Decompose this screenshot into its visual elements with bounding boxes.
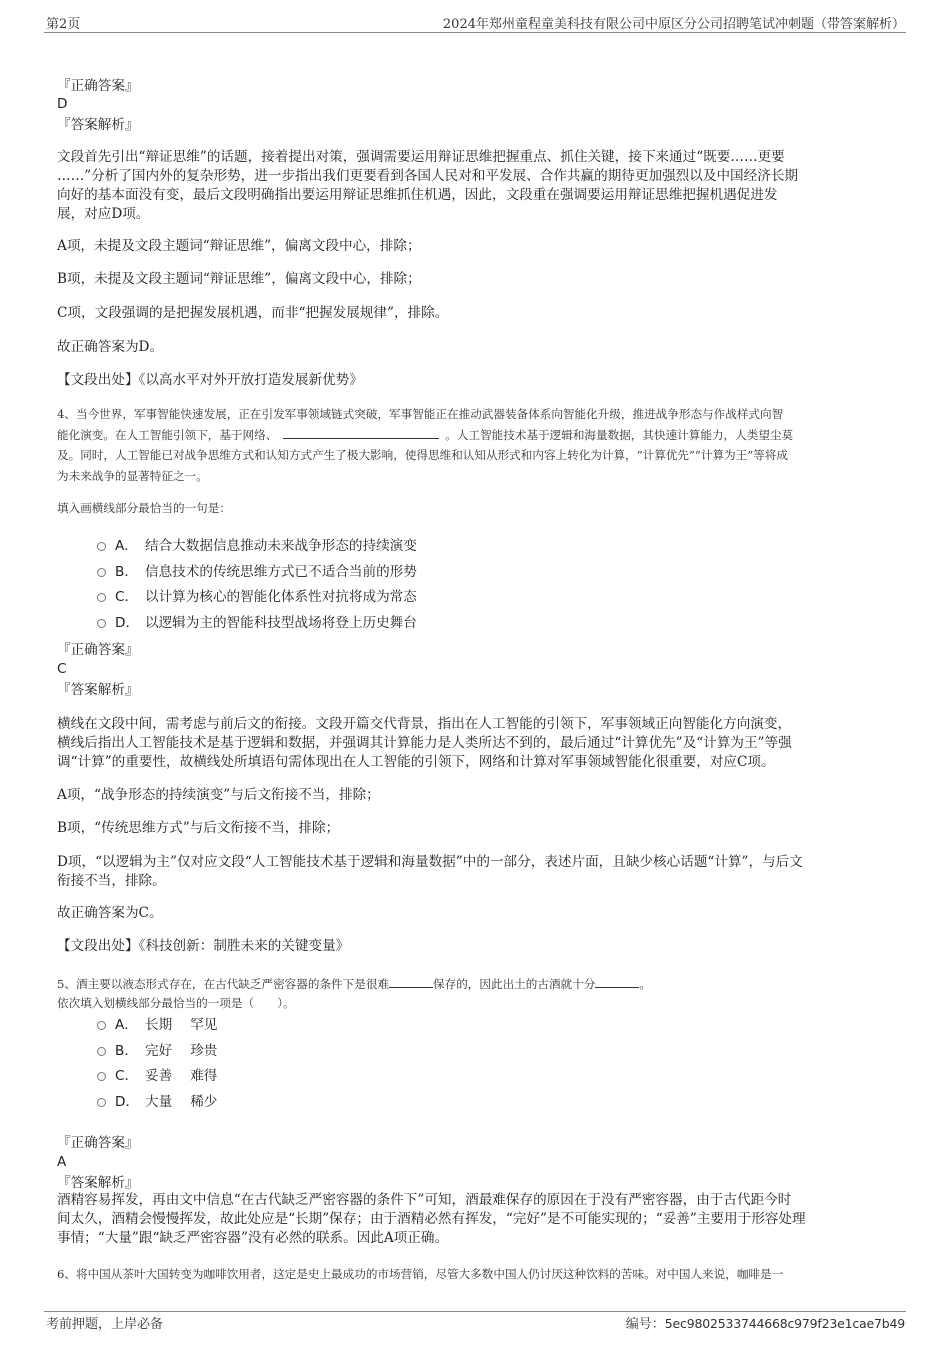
q4-source: 【文段出处】《科技创新：制胜未来的关键变量》 (57, 938, 350, 954)
q5-answer-label: 『正确答案』 (57, 1135, 139, 1151)
q3-analysis-line: 文段首先引出“辩证思维”的话题，接着提出对策，强调需要运用辩证思维把握重点、抓住关键，接下来通过“既要……更要 (57, 149, 785, 165)
fill-blank (389, 975, 433, 988)
q5-prompt: 依次填入划横线部分最恰当的一项是（ ）。 (57, 996, 295, 1010)
radio-icon[interactable] (97, 542, 106, 551)
page-number: 第2页 (46, 17, 81, 32)
q4-prompt: 填入画横线部分最恰当的一句是： (57, 501, 231, 515)
q5-analysis-line: 间太久，酒精会慢慢挥发，故此处应是“长期”保存；由于酒精必然有挥发，“完好”是不可能实现的；“妥善”主要用于形容处理 (57, 1211, 806, 1227)
q4-stem-text: 能化演变。在人工智能引领下，基于网络、 (57, 428, 278, 442)
q4-option-a[interactable]: A． 结合大数据信息推动未来战争形态的持续演变 (97, 536, 417, 556)
q4-analysis-label: 『答案解析』 (57, 682, 139, 698)
q5-analysis-label: 『答案解析』 (57, 1175, 139, 1191)
q4-analysis-line: 横线后指出人工智能技术是基于逻辑和数据，并强调其计算能力是人类所达不到的，最后通过“计算优先”及“计算为王”等强 (57, 735, 792, 751)
radio-icon[interactable] (97, 593, 106, 602)
q4-option-d-analysis: 衔接不当，排除。 (57, 873, 166, 889)
q3-option-c-analysis: C项，文段强调的是把握发展机遇，而非“把握发展规律”，排除。 (57, 305, 449, 321)
q5-option-a[interactable]: A． 长期 罕见 (97, 1015, 217, 1035)
q3-answer: D (57, 96, 68, 112)
q5-analysis-line: 事情；“大量”跟“缺乏严密容器”没有必然的联系。因此A项正确。 (57, 1230, 449, 1246)
header-divider (44, 32, 906, 33)
q4-option-b[interactable]: B． 信息技术的传统思维方式已不适合当前的形势 (97, 562, 417, 582)
radio-icon[interactable] (97, 619, 106, 628)
q3-analysis-line: 展，对应D项。 (57, 206, 150, 222)
q4-stem-line: 4、当今世界，军事智能快速发展，正在引发军事领域链式突破，军事智能正在推动武器装备体系向智能化升级，推进战争形态与作战样式向智 (57, 407, 784, 421)
radio-icon[interactable] (97, 1098, 106, 1107)
q4-option-d[interactable]: D． 以逻辑为主的智能科技型战场将登上历史舞台 (97, 613, 417, 633)
q5-analysis-line: 酒精容易挥发，再由文中信息“在古代缺乏严密容器的条件下”可知，酒最难保存的原因在于没有严密容器，由于古代距今时 (57, 1192, 792, 1208)
footer-divider (44, 1311, 906, 1312)
q4-stem-line-with-blank (57, 425, 892, 445)
q3-analysis-label: 『答案解析』 (57, 117, 139, 133)
q5-answer: A (57, 1154, 67, 1170)
q4-stem-line: 及。同时，人工智能已对战争思维方式和认知方式产生了极大影响，使得思维和认知从形式和内容上转化为计算，“计算优先”“计算为王”等将成 (57, 448, 788, 462)
q5-option-c[interactable]: C． 妥善 难得 (97, 1066, 217, 1086)
radio-icon[interactable] (97, 1072, 106, 1081)
q4-option-d-analysis: D项，“以逻辑为主”仅对应文段“人工智能技术基于逻辑和海量数据”中的一部分，表述片面，且缺少核心话题“计算”，与后文 (57, 854, 803, 870)
q4-answer: C (57, 661, 67, 677)
q3-option-a-analysis: A项，未提及文段主题词“辩证思维”，偏离文段中心，排除； (57, 238, 421, 254)
q3-analysis-line: ……”分析了国内外的复杂形势，进一步指出我们更要看到各国人民对和平发展、合作共赢的期待更加强烈以及中国经济长期 (57, 168, 799, 184)
q3-option-b-analysis: B项，未提及文段主题词“辩证思维”，偏离文段中心，排除； (57, 271, 421, 287)
q3-conclusion: 故正确答案为D。 (57, 339, 164, 355)
q5-option-d[interactable]: D． 大量 稀少 (97, 1092, 217, 1112)
q3-answer-label: 『正确答案』 (57, 78, 139, 94)
q3-analysis-line: 向好的基本面没有变，最后文段明确指出要运用辩证思维抓住机遇，因此，文段重在强调要运用辩证思维把握机遇促进发 (57, 187, 778, 203)
document-title: 2024年郑州童程童美科技有限公司中原区分公司招聘笔试冲刺题（带答案解析） (442, 17, 905, 32)
document-code: 编号：5ec9802533744668c979f23e1cae7b49 (625, 1316, 905, 1332)
q4-stem-line: 为未来战争的显著特征之一。 (57, 469, 208, 483)
q3-source: 【文段出处】《以高水平对外开放打造发展新优势》 (57, 372, 363, 388)
radio-icon[interactable] (97, 568, 106, 577)
q4-option-c[interactable]: C． 以计算为核心的智能化体系性对抗将成为常态 (97, 587, 417, 607)
footer-slogan: 考前押题，上岸必备 (46, 1317, 164, 1332)
q4-option-b-analysis: B项，“传统思维方式”与后文衔接不当，排除； (57, 820, 340, 836)
fill-blank (595, 975, 639, 988)
radio-icon[interactable] (97, 1047, 106, 1056)
radio-icon[interactable] (97, 1021, 106, 1030)
q4-analysis-line: 横线在文段中间，需考虑与前后文的衔接。文段开篇交代背景，指出在人工智能的引领下，军事领域正向智能化方向演变， (57, 716, 792, 732)
q4-analysis-line: 调“计算”的重要性，故横线处所填语句需体现出在人工智能的引领下，网络和计算对军事领域智能化很重要，对应C项。 (57, 754, 775, 770)
fill-blank (283, 426, 439, 439)
q5-option-b[interactable]: B． 完好 珍贵 (97, 1041, 217, 1061)
q4-answer-label: 『正确答案』 (57, 642, 139, 658)
q4-stem-text: 。人工智能技术基于逻辑和海量数据，其快速计算能力，人类望尘莫 (445, 428, 794, 442)
q5-stem: 5、酒主要以液态形式存在，在古代缺乏严密容器的条件下是很难 保存的，因此出土的古酒就十分 。 (57, 977, 651, 991)
q6-stem: 6、将中国从茶叶大国转变为咖啡饮用者，这定是史上最成功的市场营销，尽管大多数中国人仍讨厌这种饮料的苦味。对中国人来说，咖啡是一 (57, 1267, 784, 1281)
q4-conclusion: 故正确答案为C。 (57, 905, 163, 921)
q4-option-a-analysis: A项，“战争形态的持续演变”与后文衔接不当，排除； (57, 787, 380, 803)
